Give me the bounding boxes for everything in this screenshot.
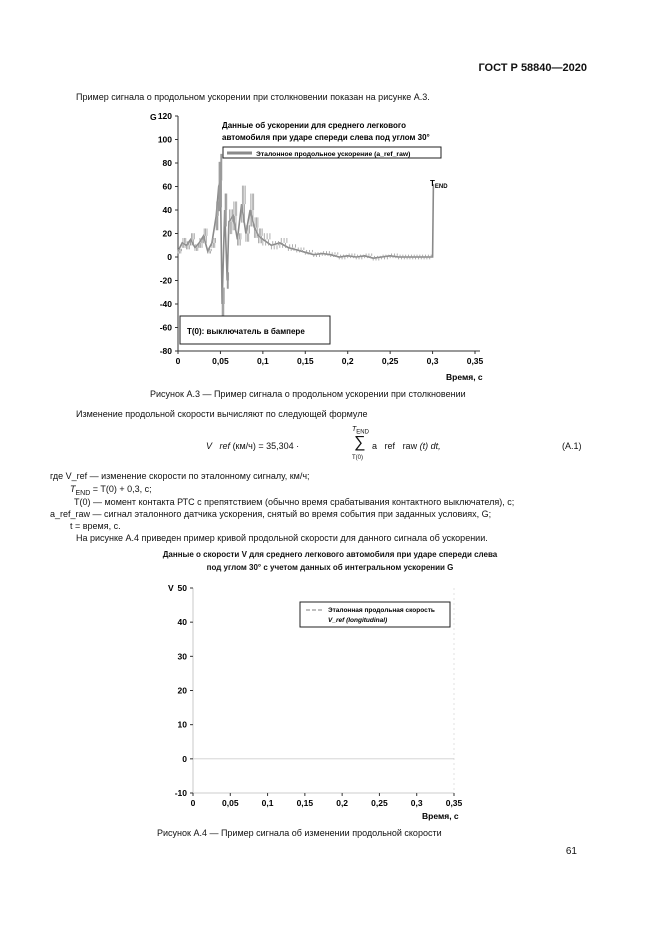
- velocity-paragraph: Изменение продольной скорости вычисляют по следующей формуле: [76, 409, 368, 419]
- a3-xlabel: Время, с: [446, 372, 483, 382]
- a4-xtick-label: 0,15: [296, 798, 314, 808]
- formula-sum-lower: T(0): [352, 455, 363, 461]
- a3-ytick-label: 60: [162, 181, 172, 192]
- a3-tend-label: $T_{END}$: [430, 179, 448, 190]
- formula-rhs: a ref raw (t) dt,: [372, 441, 441, 451]
- a4-ytick-label: 30: [177, 651, 187, 662]
- a4-ytick-label: -10: [174, 788, 187, 798]
- a3-xtick-label: 0,1: [256, 356, 269, 366]
- a4-ylabel: V: [168, 583, 174, 593]
- a4-ytick-label: 20: [177, 685, 187, 696]
- a3-ytick-label: -20: [159, 275, 172, 286]
- where-line-5: t = время, с.: [70, 521, 121, 531]
- page-number: 61: [565, 846, 577, 857]
- a3-ytick-label: 40: [162, 205, 172, 215]
- a3-xtick-label: 0,25: [381, 356, 399, 366]
- a3-ytick-label: 100: [157, 134, 172, 145]
- a3-ytick-label: 120: [157, 111, 172, 121]
- a4-ytick-label: 40: [177, 617, 187, 628]
- where-line-6: На рисунке А.4 приведен пример кривой продольной скорости для данного сигнала об ускорении.: [76, 533, 488, 543]
- a3-xtick-label: 0,35: [466, 356, 484, 366]
- a4-ytick-label: 50: [177, 583, 187, 593]
- formula-a1: [206, 426, 596, 464]
- a4-xtick-label: 0,25: [371, 798, 388, 808]
- figure-a4-caption: Рисунок А.4 — Пример сигнала об изменении продольной скорости: [157, 828, 442, 838]
- a3-noise: [178, 154, 431, 321]
- a3-series-line: [178, 181, 433, 304]
- a3-ylabel: G: [150, 112, 157, 122]
- a3-title-line2: автомобиля при ударе спереди слева под углом 30°: [222, 133, 430, 142]
- a3-legend-label: Эталонное продольное ускорение (a_ref_raw): [256, 151, 411, 158]
- a4-xtick-label: 0,05: [222, 798, 239, 808]
- a3-xtick-label: 0,05: [212, 356, 229, 366]
- a3-xtick-label: 0,2: [341, 356, 354, 366]
- a3-ytick-label: 80: [162, 158, 172, 168]
- a3-xtick-label: 0,15: [297, 356, 314, 366]
- a4-xtick-label: 0,2: [336, 798, 349, 808]
- a4-xtick-label: 0,35: [445, 798, 463, 808]
- formula-sum-upper: $T_{END}$: [352, 426, 369, 436]
- formula-sum-sign: ∑: [354, 434, 366, 451]
- intro-paragraph: Пример сигнала о продольном ускорении при столкновении показан на рисунке А.3.: [76, 92, 430, 102]
- a4-xtick-label: 0,3: [410, 798, 423, 808]
- standard-header: ГОСТ Р 58840—2020: [478, 62, 587, 74]
- a3-title-line1: Данные об ускорении для среднего легкового: [222, 121, 406, 130]
- a4-ytick-label: 10: [177, 719, 187, 730]
- where-line-2: $T_{END} = T(0) + 0,3$, с;: [70, 484, 152, 497]
- figure-a4-chart: [160, 580, 480, 824]
- a4-title-line2: под углом 30° с учетом данных об интегральном ускорении G: [206, 563, 454, 572]
- formula-lhs: V ref (км/ч) = 35,304 ·: [206, 441, 300, 451]
- a3-xtick-label: 0: [175, 356, 181, 366]
- a4-xlabel: Время, с: [422, 811, 459, 821]
- a3-ytick-label: -40: [159, 299, 172, 309]
- a3-ytick-label: -60: [159, 322, 172, 333]
- formula-number: (А.1): [562, 441, 582, 451]
- a3-ytick-label: -80: [159, 346, 172, 356]
- a3-ytick-label: 0: [167, 252, 172, 262]
- a4-yticks: [175, 583, 193, 798]
- a3-t0-label: T(0): выключатель в бампере: [187, 327, 305, 336]
- a3-ytick-label: 20: [162, 228, 172, 239]
- a3-xtick-label: 0,3: [426, 356, 439, 366]
- a4-xticks: [191, 793, 463, 808]
- where-line-1: где V_ref — изменение скорости по эталонному сигналу, км/ч;: [50, 471, 310, 481]
- a4-xtick-label: 0,1: [261, 798, 274, 808]
- a4-legend-line2: V_ref (longitudinal): [328, 617, 388, 624]
- a4-title-line1: Данные о скорости V для среднего легкового автомобиля при ударе спереди слева: [162, 550, 498, 559]
- a4-xtick-label: 0: [190, 798, 196, 808]
- a3-yticks: [158, 111, 178, 356]
- where-line-3: T(0) — момент контакта РТС с препятствием (обычно время срабатывания контактного выключателя), с;: [74, 497, 515, 507]
- figure-a3-caption: Рисунок А.3 — Пример сигнала о продольном ускорении при столкновении: [150, 389, 466, 399]
- a4-legend-line1: Эталонная продольная скорость: [328, 607, 435, 614]
- a4-ytick-label: 0: [182, 753, 187, 764]
- figure-a3-chart: [130, 108, 500, 384]
- a3-xticks: [176, 351, 484, 366]
- where-line-4: a_ref_raw — сигнал эталонного датчика ускорения, снятый во время события при заданных условиях, G;: [50, 509, 492, 519]
